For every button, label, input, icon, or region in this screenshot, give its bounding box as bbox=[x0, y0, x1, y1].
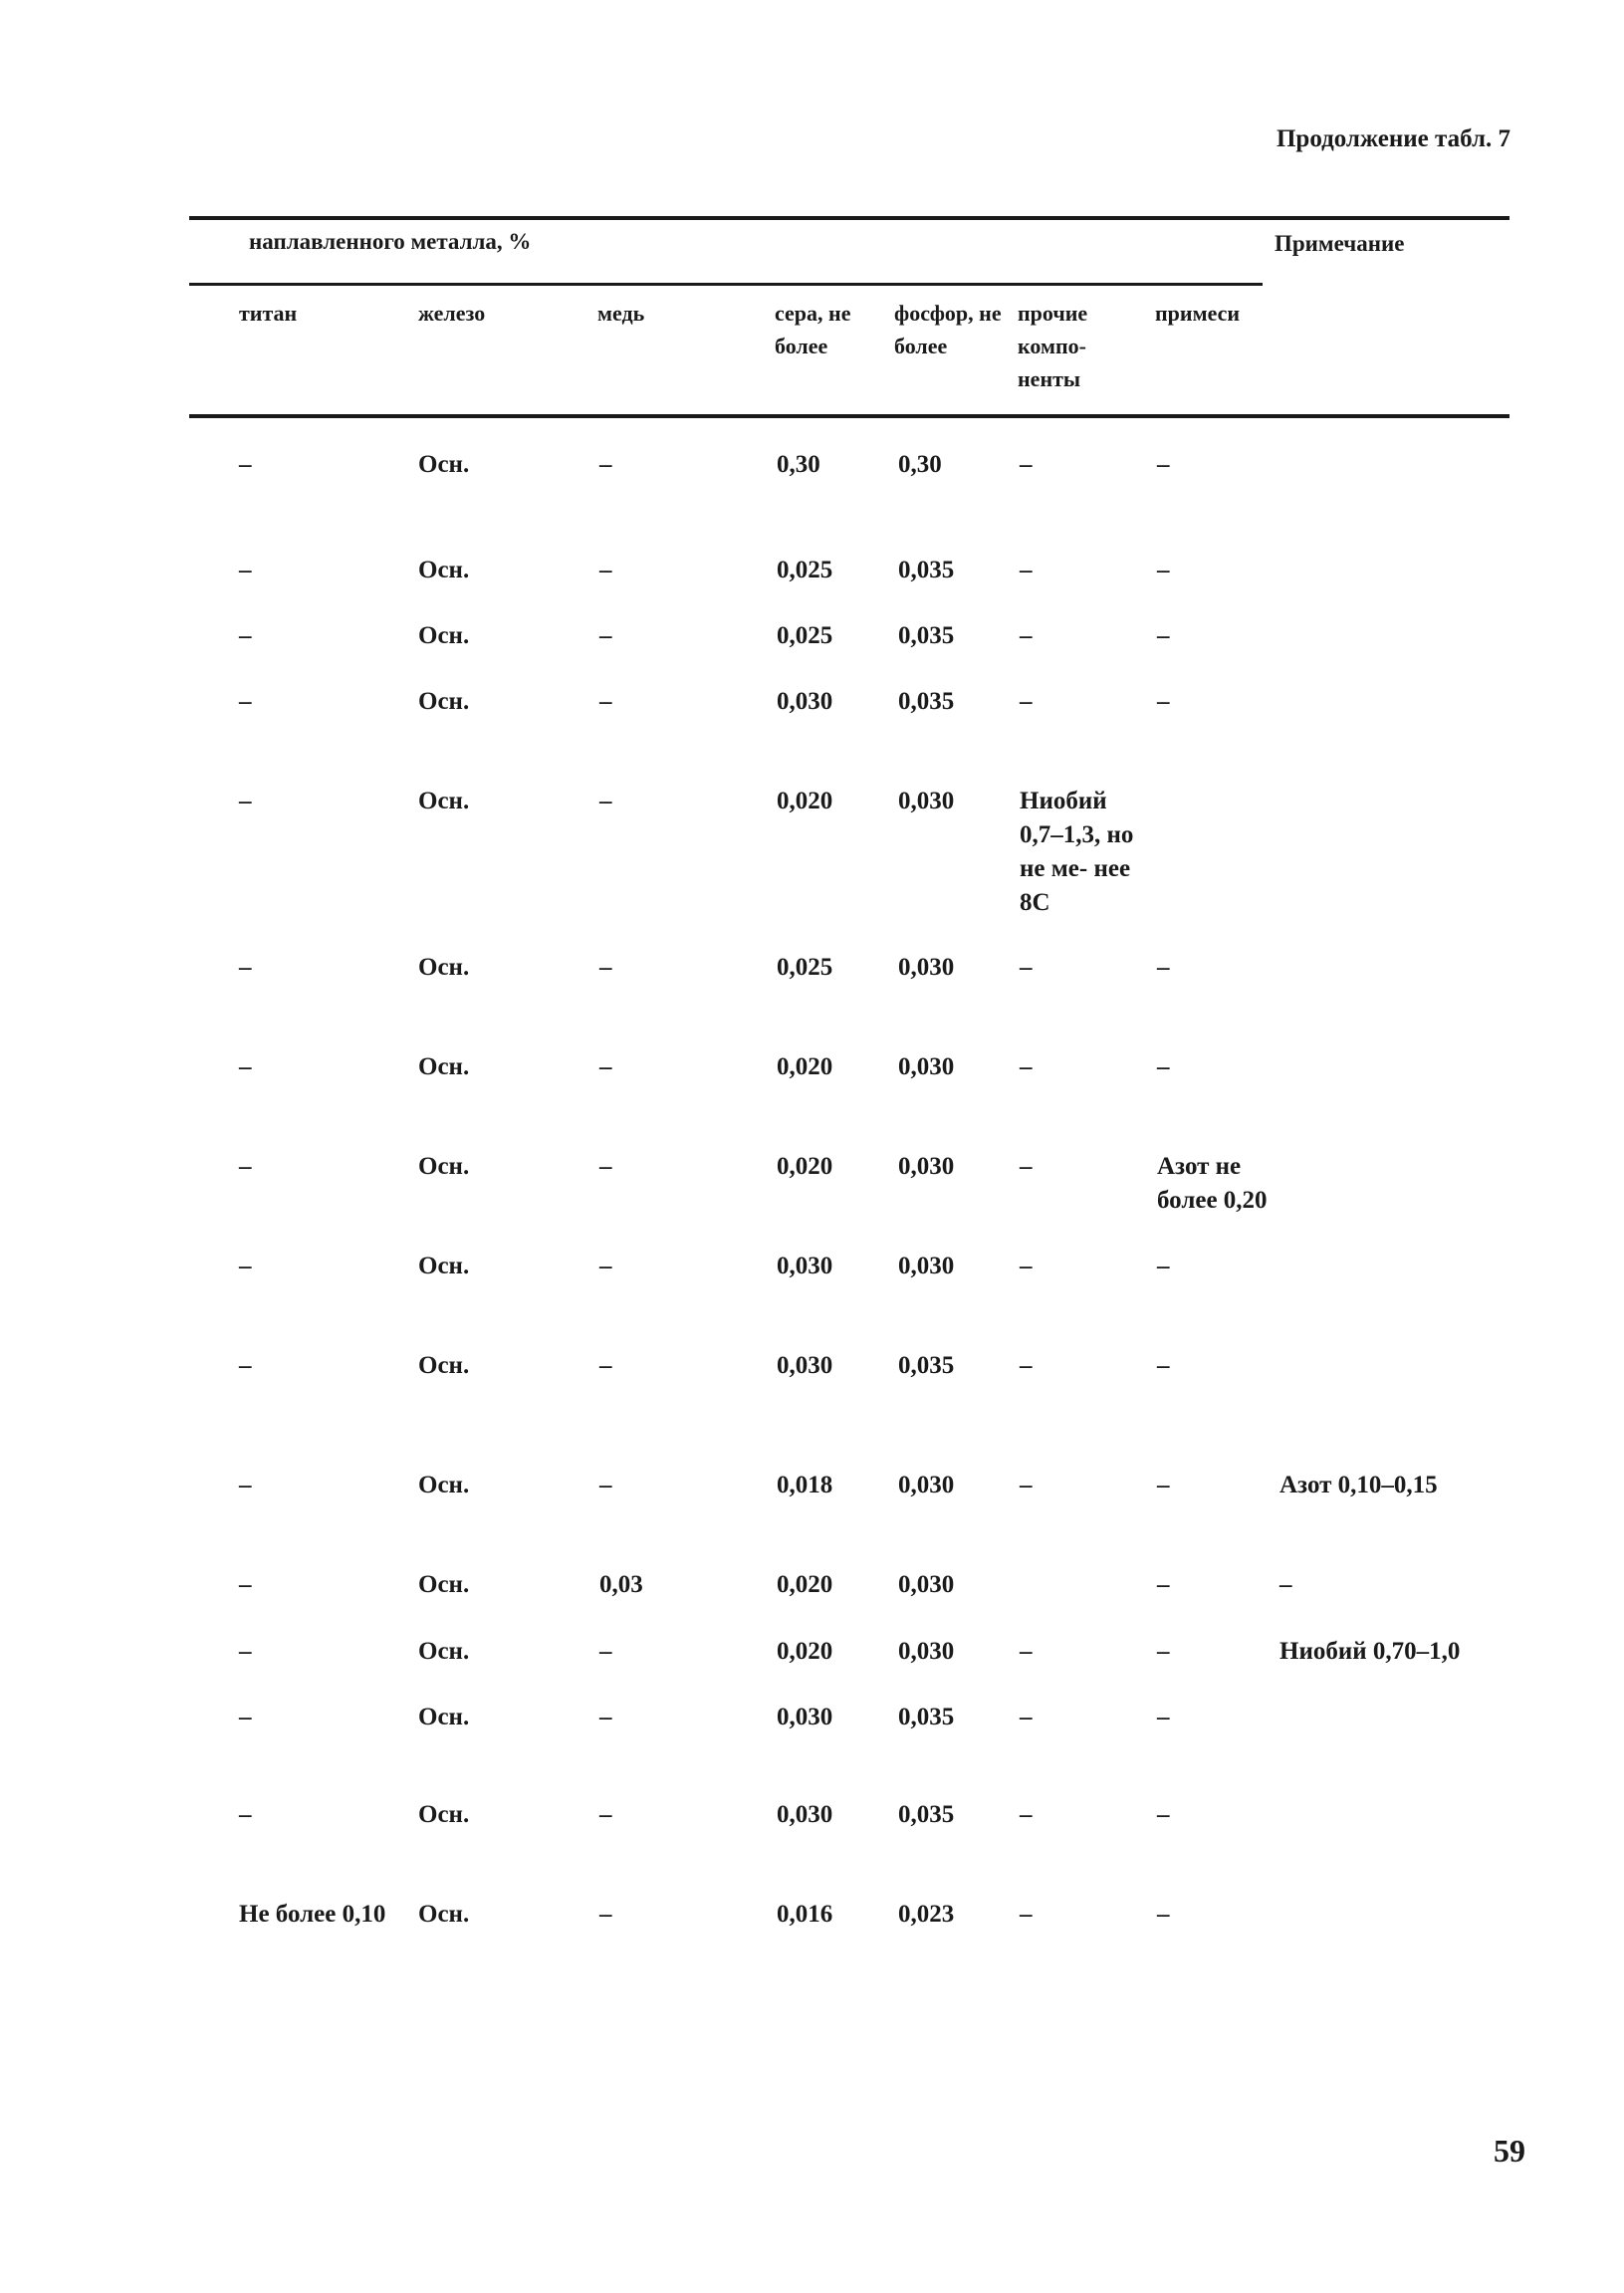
table-cell-sulfur: 0,020 bbox=[777, 1638, 833, 1665]
table-cell-other: – bbox=[1020, 557, 1033, 583]
table-cell-other: – bbox=[1020, 451, 1033, 478]
table-cell-sulfur: 0,020 bbox=[777, 788, 833, 814]
table-cell-copper: – bbox=[599, 557, 612, 583]
table-cell-impurities: – bbox=[1157, 688, 1170, 715]
table-cell-copper: – bbox=[599, 1638, 612, 1665]
table-cell-iron: Осн. bbox=[418, 1638, 470, 1665]
col-header-titanium: титан bbox=[239, 301, 298, 326]
table-cell-note: Ниобий 0,70–1,0 bbox=[1279, 1638, 1461, 1665]
table-cell-impurities: – bbox=[1157, 1472, 1170, 1498]
table-cell-other: – bbox=[1020, 1704, 1033, 1730]
table-cell-phosphorus: 0,30 bbox=[898, 451, 942, 478]
table-cell-titanium: – bbox=[239, 1472, 252, 1498]
table-cell-note: – bbox=[1279, 1571, 1292, 1598]
table-cell-phosphorus: 0,030 bbox=[898, 1153, 955, 1180]
table-cell-phosphorus: 0,030 bbox=[898, 1638, 955, 1665]
table-cell-phosphorus: 0,030 bbox=[898, 1571, 955, 1598]
col-header-phosphorus: фосфор, не более bbox=[894, 301, 1002, 358]
table-cell-sulfur: 0,020 bbox=[777, 1571, 833, 1598]
table-cell-impurities: – bbox=[1157, 1053, 1170, 1080]
table-cell-iron: Осн. bbox=[418, 1801, 470, 1828]
table-cell-impurities: – bbox=[1157, 1638, 1170, 1665]
table-cell-titanium: – bbox=[239, 1638, 252, 1665]
table-cell-copper: – bbox=[599, 1801, 612, 1828]
table-cell-sulfur: 0,016 bbox=[777, 1901, 833, 1928]
table-cell-iron: Осн. bbox=[418, 1352, 470, 1379]
table-cell-copper: – bbox=[599, 1704, 612, 1730]
table-cell-titanium: – bbox=[239, 1571, 252, 1598]
table-cell-impurities: – bbox=[1157, 1352, 1170, 1379]
table-cell-iron: Осн. bbox=[418, 557, 470, 583]
table-cell-copper: – bbox=[599, 688, 612, 715]
table-cell-copper: – bbox=[599, 1352, 612, 1379]
table-cell-sulfur: 0,025 bbox=[777, 557, 833, 583]
table-cell-sulfur: 0,030 bbox=[777, 1253, 833, 1279]
table-cell-titanium: – bbox=[239, 1704, 252, 1730]
table-cell-sulfur: 0,030 bbox=[777, 1801, 833, 1828]
table-cell-iron: Осн. bbox=[418, 1153, 470, 1180]
table-cell-iron: Осн. bbox=[418, 688, 470, 715]
table-cell-impurities: – bbox=[1157, 1704, 1170, 1730]
table-cell-phosphorus: 0,030 bbox=[898, 954, 955, 981]
table-cell-other: – bbox=[1020, 622, 1033, 649]
table-cell-other: – bbox=[1020, 1901, 1033, 1928]
table-cell-impurities: – bbox=[1157, 557, 1170, 583]
table-cell-sulfur: 0,025 bbox=[777, 954, 833, 981]
table-cell-sulfur: 0,30 bbox=[777, 451, 820, 478]
table-cell-note: Азот 0,10–0,15 bbox=[1279, 1472, 1438, 1498]
table-cell-other: – bbox=[1020, 688, 1033, 715]
table-cell-other: – bbox=[1020, 1253, 1033, 1279]
table-cell-phosphorus: 0,035 bbox=[898, 688, 955, 715]
table-cell-iron: Осн. bbox=[418, 451, 470, 478]
table-cell-phosphorus: 0,023 bbox=[898, 1901, 955, 1928]
table-header-divider bbox=[189, 283, 1263, 286]
table-cell-sulfur: 0,020 bbox=[777, 1153, 833, 1180]
page-header: Продолжение табл. 7 bbox=[1276, 125, 1510, 152]
table-cell-impurities: Азот не более 0,20 bbox=[1157, 1153, 1268, 1214]
table-cell-copper: – bbox=[599, 451, 612, 478]
table-cell-copper: – bbox=[599, 1153, 612, 1180]
table-cell-titanium: – bbox=[239, 1801, 252, 1828]
table-cell-impurities: – bbox=[1157, 1801, 1170, 1828]
table-cell-copper: – bbox=[599, 954, 612, 981]
table-cell-other: – bbox=[1020, 1053, 1033, 1080]
table-cell-titanium: – bbox=[239, 557, 252, 583]
table-cell-phosphorus: 0,030 bbox=[898, 1053, 955, 1080]
table-cell-phosphorus: 0,035 bbox=[898, 1352, 955, 1379]
table-cell-other: – bbox=[1020, 1472, 1033, 1498]
table-cell-impurities: – bbox=[1157, 1571, 1170, 1598]
table-cell-other: – bbox=[1020, 1153, 1033, 1180]
col-header-sulfur: сера, не более bbox=[775, 301, 851, 358]
table-cell-titanium: – bbox=[239, 788, 252, 814]
table-cell-phosphorus: 0,030 bbox=[898, 1472, 955, 1498]
table-cell-copper: – bbox=[599, 1472, 612, 1498]
col-header-other: прочие компо- ненты bbox=[1018, 301, 1088, 391]
table-cell-other: – bbox=[1020, 954, 1033, 981]
table-cell-iron: Осн. bbox=[418, 1053, 470, 1080]
table-cell-iron: Осн. bbox=[418, 1472, 470, 1498]
table-cell-impurities: – bbox=[1157, 622, 1170, 649]
table-cell-impurities: – bbox=[1157, 954, 1170, 981]
table-cell-titanium: – bbox=[239, 1053, 252, 1080]
table-cell-phosphorus: 0,030 bbox=[898, 788, 955, 814]
table-cell-phosphorus: 0,030 bbox=[898, 1253, 955, 1279]
table-cell-sulfur: 0,030 bbox=[777, 688, 833, 715]
table-cell-sulfur: 0,030 bbox=[777, 1352, 833, 1379]
table-cell-other: Ниобий 0,7–1,3, но не ме- нее 8С bbox=[1020, 788, 1134, 916]
table-cell-titanium: – bbox=[239, 1153, 252, 1180]
table-cell-iron: Осн. bbox=[418, 1901, 470, 1928]
table-cell-copper: – bbox=[599, 788, 612, 814]
table-cell-titanium: – bbox=[239, 622, 252, 649]
table-cell-sulfur: 0,020 bbox=[777, 1053, 833, 1080]
table-cell-impurities: – bbox=[1157, 1901, 1170, 1928]
table-cell-phosphorus: 0,035 bbox=[898, 557, 955, 583]
table-cell-copper: – bbox=[599, 1901, 612, 1928]
note-header: Примечание bbox=[1275, 231, 1405, 256]
table-cell-other: – bbox=[1020, 1638, 1033, 1665]
table-cell-copper: – bbox=[599, 622, 612, 649]
col-header-iron: железо bbox=[418, 301, 486, 326]
table-cell-titanium: – bbox=[239, 688, 252, 715]
table-header-bottom-rule bbox=[189, 414, 1509, 418]
table-cell-impurities: – bbox=[1157, 451, 1170, 478]
col-header-copper: медь bbox=[597, 301, 645, 326]
table-cell-titanium: – bbox=[239, 954, 252, 981]
table-cell-titanium: – bbox=[239, 1253, 252, 1279]
table-cell-iron: Осн. bbox=[418, 1571, 470, 1598]
table-cell-copper: – bbox=[599, 1053, 612, 1080]
group-header: наплавленного металла, % bbox=[249, 229, 532, 254]
table-cell-iron: Осн. bbox=[418, 1253, 470, 1279]
table-cell-other: – bbox=[1020, 1801, 1033, 1828]
table-cell-titanium: – bbox=[239, 451, 252, 478]
table-cell-copper: 0,03 bbox=[599, 1571, 643, 1598]
table-cell-copper: – bbox=[599, 1253, 612, 1279]
table-cell-sulfur: 0,025 bbox=[777, 622, 833, 649]
table-cell-phosphorus: 0,035 bbox=[898, 622, 955, 649]
table-cell-titanium: – bbox=[239, 1352, 252, 1379]
table-cell-phosphorus: 0,035 bbox=[898, 1801, 955, 1828]
table-top-rule bbox=[189, 216, 1509, 220]
page-number: 59 bbox=[1494, 2133, 1525, 2169]
col-header-impurities: примеси bbox=[1155, 301, 1241, 326]
table-cell-iron: Осн. bbox=[418, 622, 470, 649]
table-cell-phosphorus: 0,035 bbox=[898, 1704, 955, 1730]
table-cell-iron: Осн. bbox=[418, 954, 470, 981]
table-cell-iron: Осн. bbox=[418, 788, 470, 814]
table-cell-titanium: Не более 0,10 bbox=[239, 1901, 386, 1928]
table-cell-other: – bbox=[1020, 1352, 1033, 1379]
table-cell-sulfur: 0,018 bbox=[777, 1472, 833, 1498]
table-cell-iron: Осн. bbox=[418, 1704, 470, 1730]
table-cell-impurities: – bbox=[1157, 1253, 1170, 1279]
table-cell-sulfur: 0,030 bbox=[777, 1704, 833, 1730]
